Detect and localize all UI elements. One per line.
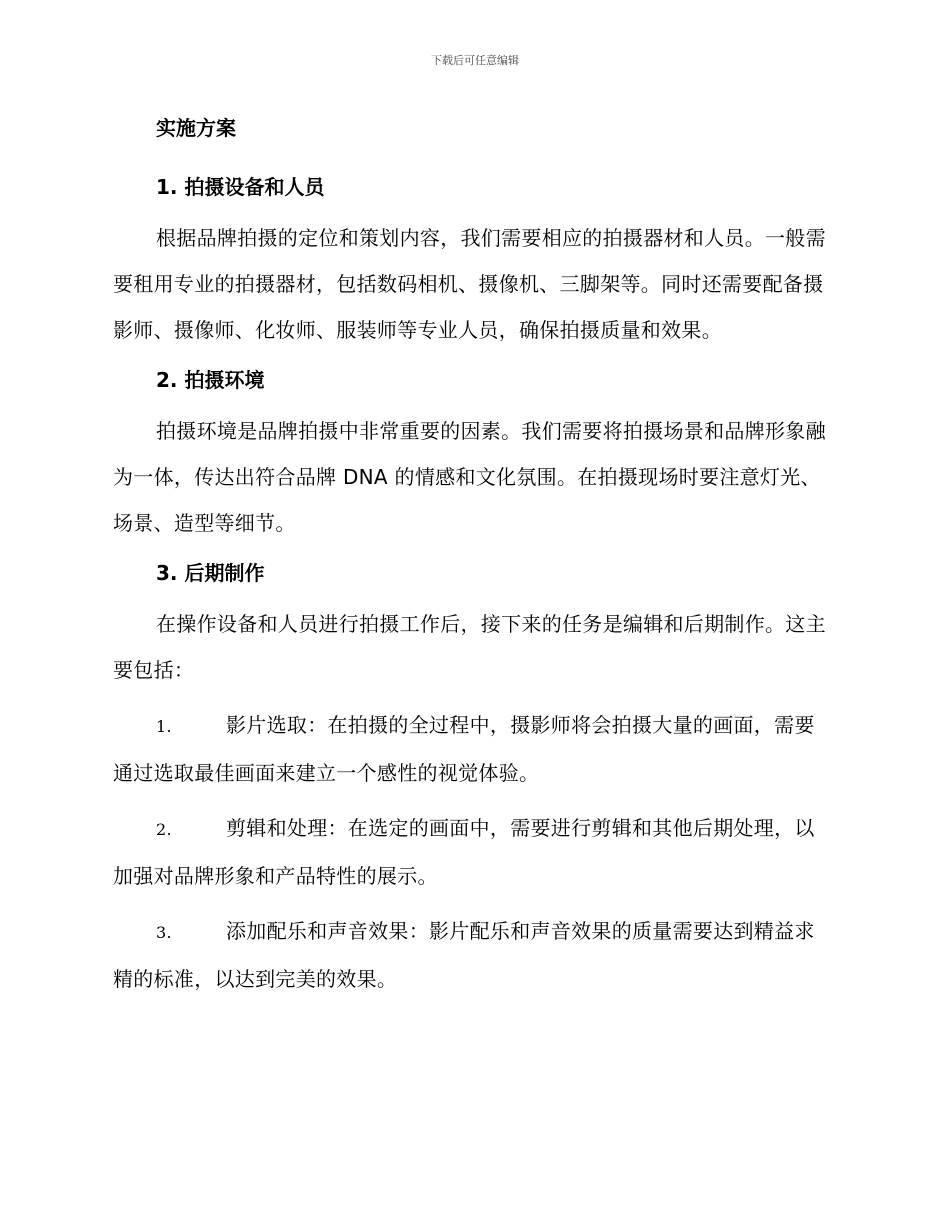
list-item-text: 剪辑和处理：在选定的画面中，需要进行剪辑和其他后期处理，以加强对品牌形象和产品特性的展示。 (113, 816, 815, 888)
page-header-note: 下载后可任意编辑 (431, 54, 519, 67)
list-item-number: 1. (156, 717, 172, 736)
list-item-text: 添加配乐和声音效果：影片配乐和声音效果的质量需要达到精益求精的标准，以达到完美的效果。 (113, 919, 815, 991)
list-item-number: 3. (156, 923, 172, 942)
list-item-number: 2. (156, 820, 172, 839)
list-item-text: 影片选取：在拍摄的全过程中，摄影师将会拍摄大量的画面，需要通过选取最佳画面来建立一个感性的视觉体验。 (113, 713, 815, 785)
section-paragraph-postproduction: 在操作设备和人员进行拍摄工作后，接下来的任务是编辑和后期制作。这主要包括： (113, 612, 826, 682)
section-heading-environment: 2. 拍摄环境 (156, 368, 265, 392)
list-item (113, 908, 833, 1002)
list-item (113, 702, 833, 796)
section-paragraph-environment: 拍摄环境是品牌拍摄中非常重要的因素。我们需要将拍摄场景和品牌形象融为一体，传达出符合品牌 DNA 的情感和文化氛围。在拍摄现场时要注意灯光、场景、造型等细节。 (113, 419, 826, 535)
list-item (113, 805, 833, 899)
section-heading-equipment: 1. 拍摄设备和人员 (156, 175, 325, 199)
section-heading-postproduction: 3. 后期制作 (156, 561, 265, 585)
section-paragraph-equipment: 根据品牌拍摄的定位和策划内容，我们需要相应的拍摄器材和人员。一般需要租用专业的拍摄器材，包括数码相机、摄像机、三脚架等。同时还需要配备摄影师、摄像师、化妆师、服装师等专业人员，确保拍摄质量和效果。 (113, 226, 826, 342)
document-title: 实施方案 (156, 116, 236, 140)
document-body (113, 110, 833, 1011)
